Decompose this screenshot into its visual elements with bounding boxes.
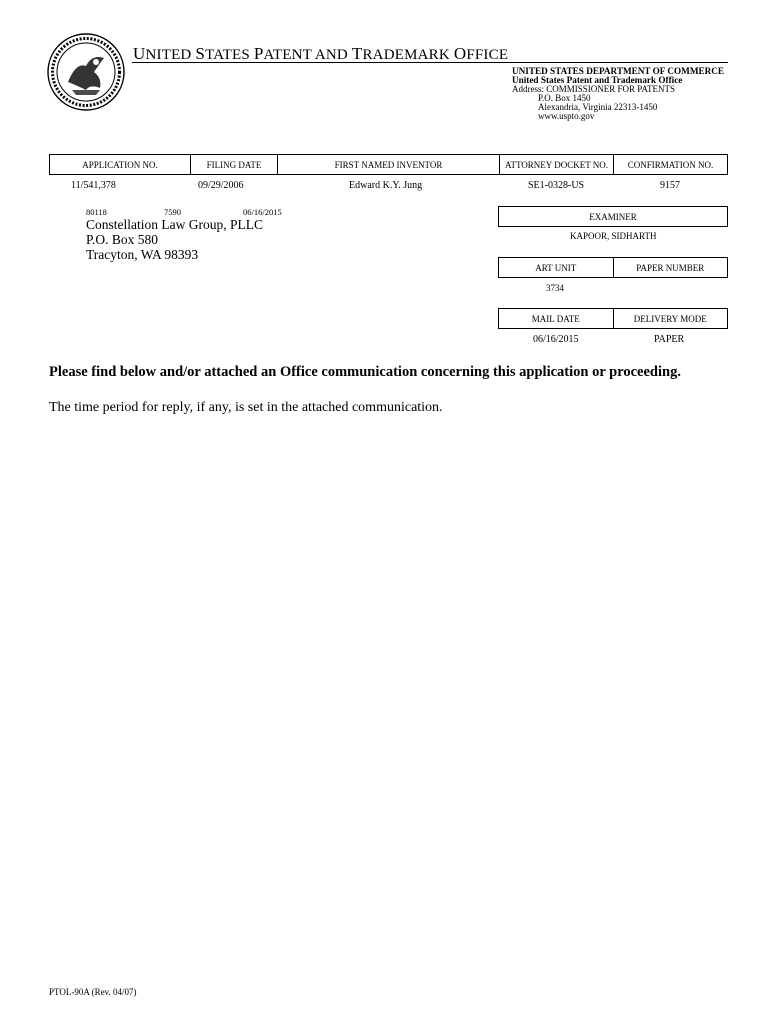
mail-date-header [498, 308, 728, 329]
delivery-mode-value: PAPER [654, 334, 685, 345]
uspto-seal-icon [46, 32, 126, 112]
confirmation-no-value: 9157 [660, 180, 680, 191]
art-unit-header [498, 257, 728, 278]
header-application-no: APPLICATION NO. [50, 155, 191, 174]
delivery-mode-label: DELIVERY MODE [633, 313, 707, 324]
correspondence-code: 7590 [164, 207, 181, 217]
mail-date-value: 06/16/2015 [533, 334, 579, 345]
examiner-header: EXAMINER [498, 206, 728, 227]
department-name: UNITED STATES DEPARTMENT OF COMMERCE [512, 66, 725, 76]
office-name: United States Patent and Trademark Office [512, 75, 683, 85]
art-unit-label: ART UNIT [499, 258, 614, 277]
firm-city: Tracyton, WA 98393 [86, 247, 199, 262]
first-named-inventor-value: Edward K.Y. Jung [349, 180, 423, 191]
website-link[interactable]: www.uspto.gov [538, 111, 595, 121]
header-confirmation-no: CONFIRMATION NO. [627, 159, 714, 170]
mail-date-label: MAIL DATE [499, 309, 614, 328]
art-unit-value: 3734 [546, 283, 564, 293]
office-title: UNITED STATES PATENT AND TRADEMARK OFFICE [133, 44, 509, 63]
correspondence-date: 06/16/2015 [243, 207, 282, 217]
header-attorney-docket-no: ATTORNEY DOCKET NO. [500, 155, 614, 174]
application-table-header [49, 154, 728, 175]
customer-number: 80118 [86, 207, 107, 217]
address-po-box: P.O. Box 1450 [538, 93, 591, 103]
firm-po-box: P.O. Box 580 [86, 232, 159, 247]
header-filing-date: FILING DATE [191, 155, 278, 174]
application-no-value: 11/541,378 [71, 180, 116, 191]
paper-number-label: PAPER NUMBER [636, 262, 705, 273]
header-first-named-inventor: FIRST NAMED INVENTOR [278, 155, 500, 174]
examiner-name: KAPOOR, SIDHARTH [570, 231, 657, 241]
filing-date-value: 09/29/2006 [198, 180, 244, 191]
attorney-docket-value: SE1-0328-US [528, 180, 585, 191]
firm-name: Constellation Law Group, PLLC [86, 217, 263, 232]
department-address-block [512, 67, 724, 121]
correspondence-address [86, 217, 263, 262]
form-id: PTOL-90A (Rev. 04/07) [49, 987, 137, 997]
address-line: Address: COMMISSIONER FOR PATENTS [512, 84, 675, 94]
address-city: Alexandria, Virginia 22313-1450 [538, 102, 658, 112]
title-divider [132, 62, 728, 63]
reply-period-text: The time period for reply, if any, is set in the attached communication. [49, 400, 443, 415]
office-communication-notice: Please find below and/or attached an Office communication concerning this application or proceeding. [49, 364, 681, 380]
